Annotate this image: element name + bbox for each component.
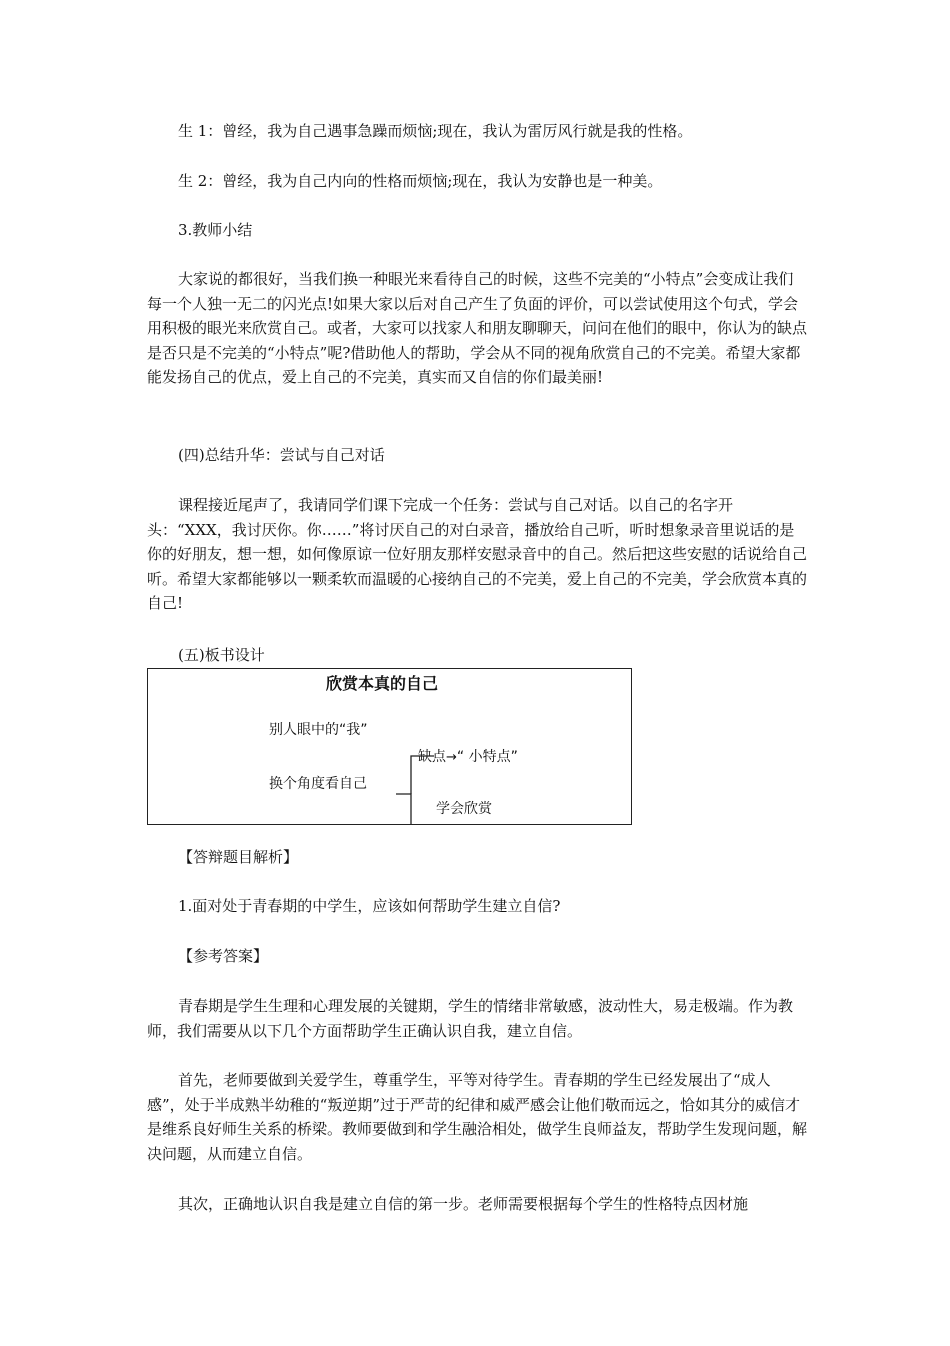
board-title: 欣赏本真的自己 bbox=[326, 674, 439, 693]
student-1-line: 生 1：曾经，我为自己遇事急躁而烦恼;现在，我认为雷厉风行就是我的性格。 bbox=[178, 122, 693, 140]
student-2-line: 生 2：曾经，我为自己内向的性格而烦恼;现在，我认为安静也是一种美。 bbox=[178, 172, 663, 190]
reference-answer-heading: 【参考答案】 bbox=[178, 947, 269, 965]
answer-paragraph-1: 青春期是学生生理和心理发展的关键期，学生的情绪非常敏感，波动性大，易走极端。作为教师，我们需要从以下几个方面帮助学生正确认识自我，建立自信。 bbox=[147, 997, 794, 1040]
analysis-heading: 【答辩题目解析】 bbox=[178, 848, 299, 866]
brace-connector bbox=[148, 669, 633, 826]
task-paragraph: 课程接近尾声了，我请同学们课下完成一个任务：尝试与自己对话。以自己的名字开头：“XXX，我讨厌你。你……”将讨厌自己的对白录音，播放给自己听，听时想象录音里说话的是你的好朋友，想一想，如何像原谅一位好朋友那样安慰录音中的自己。然后把这些安慰的话说给自己听。希望大家都能够以一颗柔软而温暖的心接纳自己的不完美，爱上自己的不完美，学会欣赏本真的自己! bbox=[147, 496, 808, 612]
teacher-summary-paragraph: 大家说的都很好，当我们换一种眼光来看待自己的时候，这些不完美的“小特点”会变成让我们每一个人独一无二的闪光点!如果大家以后对自己产生了负面的评价，可以尝试使用这个句式，学会用积极的眼光来欣赏自己。或者，大家可以找家人和朋友聊聊天，问问在他们的眼中，你认为的缺点是否只是不完美的“小特点”呢?借助他人的帮助，学会从不同的视角欣赏自己的不完美。希望大家都能发扬自己的优点，爱上自己的不完美，真实而又自信的你们最美丽! bbox=[147, 270, 808, 386]
blackboard-design-box bbox=[147, 668, 632, 825]
arrow-right-icon: → bbox=[446, 750, 457, 765]
board-change-view: 换个角度看自己 bbox=[269, 776, 367, 792]
answer-paragraph-3: 其次，正确地认识自我是建立自信的第一步。老师需要根据每个学生的性格特点因材施 bbox=[178, 1195, 749, 1213]
board-flaw: 缺点→“ 小特点” bbox=[418, 749, 518, 765]
board-learn: 学会欣赏 bbox=[436, 801, 492, 817]
board-others-view: 别人眼中的“我” bbox=[269, 722, 368, 738]
section-heading-teacher-summary: 3.教师小结 bbox=[178, 221, 253, 239]
question-1: 1.面对处于青春期的中学生，应该如何帮助学生建立自信? bbox=[178, 897, 561, 915]
section-heading-4: (四)总结升华：尝试与自己对话 bbox=[178, 446, 385, 464]
answer-paragraph-2: 首先，老师要做到关爱学生，尊重学生，平等对待学生。青春期的学生已经发展出了“成人感”，处于半成熟半幼稚的“叛逆期”过于严苛的纪律和威严感会让他们敬而远之，恰如其分的威信才是维系良好师生关系的桥梁。教师要做到和学生融洽相处，做学生良师益友，帮助学生发现问题，解决问题，从而建立自信。 bbox=[147, 1071, 808, 1163]
section-heading-5: (五)板书设计 bbox=[178, 646, 265, 664]
